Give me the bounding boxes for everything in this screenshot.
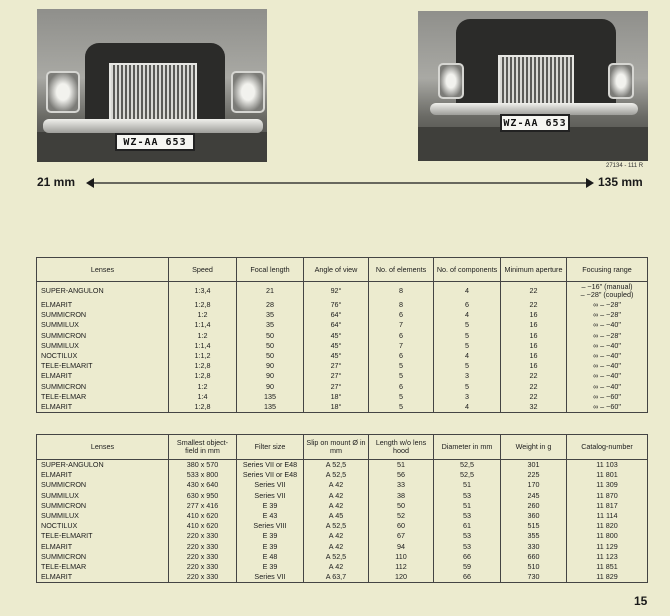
weight-cell: 225 (501, 470, 567, 480)
diameter-cell: 52,5 (434, 460, 501, 471)
lens-name-cell: ELMARIT (37, 300, 169, 310)
focal-length-cell: 50 (237, 351, 304, 361)
focusing-range-cell (567, 361, 648, 371)
slip-on-mount-cell: A 42 (304, 501, 369, 511)
focal-scale-min: 21 mm (37, 175, 76, 189)
elements-cell: 5 (369, 392, 434, 402)
aperture-cell: 22 (501, 282, 567, 301)
aperture-cell: 16 (501, 331, 567, 341)
speed-cell: 1:2,8 (169, 371, 237, 381)
aperture-cell: 32 (501, 402, 567, 413)
weight-cell: 660 (501, 552, 567, 562)
column-header: Angle of view (304, 258, 369, 282)
lens-name-cell: SUPER-ANGULON (37, 460, 169, 471)
length-cell: 52 (369, 511, 434, 521)
column-header: Focal length (237, 258, 304, 282)
weight-cell: 515 (501, 521, 567, 531)
diameter-cell: 66 (434, 552, 501, 562)
speed-cell: 1:2 (169, 382, 237, 392)
table-row (37, 341, 648, 351)
object-field-cell: 430 x 640 (169, 480, 237, 490)
table-row (37, 310, 648, 320)
focusing-range-cell (567, 402, 648, 413)
lens-optical-table (36, 257, 648, 413)
lens-name-cell: SUMMILUX (37, 491, 169, 501)
focusing-range-cell (567, 371, 648, 381)
slip-on-mount-cell: A 52,5 (304, 521, 369, 531)
photo-reference: 27134 - 111 R (606, 163, 644, 169)
focusing-range-line: ∞ – ~28" (593, 300, 621, 310)
elements-cell: 6 (369, 382, 434, 392)
focusing-range-line: ∞ – ~40" (593, 371, 621, 381)
object-field-cell: 533 x 800 (169, 470, 237, 480)
lens-name-cell: SUPER-ANGULON (37, 282, 169, 301)
focusing-range-cell (567, 382, 648, 392)
focusing-range-line: ∞ – ~60" (593, 401, 621, 411)
table-row (37, 402, 648, 413)
focusing-range-line: ∞ – ~40" (593, 361, 621, 371)
length-cell: 94 (369, 542, 434, 552)
table-header-row (37, 258, 648, 282)
table-row (37, 562, 648, 572)
lens-name-cell: TELE-ELMAR (37, 562, 169, 572)
aperture-cell: 16 (501, 351, 567, 361)
filter-size-cell: E 43 (237, 511, 304, 521)
slip-on-mount-cell: A 42 (304, 531, 369, 541)
components-cell: 3 (434, 392, 501, 402)
focal-length-cell: 35 (237, 320, 304, 330)
length-cell: 67 (369, 531, 434, 541)
lens-name-cell: SUMMILUX (37, 341, 169, 351)
object-field-cell: 410 x 620 (169, 511, 237, 521)
focusing-range-cell (567, 310, 648, 320)
speed-cell: 1:2,8 (169, 300, 237, 310)
catalog-number-cell: 11 103 (567, 460, 648, 471)
focusing-range-cell (567, 331, 648, 341)
catalog-number-cell: 11 817 (567, 501, 648, 511)
aperture-cell: 22 (501, 371, 567, 381)
object-field-cell: 220 x 330 (169, 542, 237, 552)
focal-length-cell: 135 (237, 392, 304, 402)
diameter-cell: 53 (434, 511, 501, 521)
components-cell: 4 (434, 402, 501, 413)
speed-cell: 1:2,8 (169, 361, 237, 371)
focal-length-cell: 35 (237, 310, 304, 320)
double-arrow-icon (86, 177, 594, 189)
column-header: Catalog-number (567, 435, 648, 460)
angle-of-view-cell: 64° (304, 320, 369, 330)
lens-physical-table (36, 434, 648, 583)
angle-of-view-cell: 27° (304, 361, 369, 371)
focal-length-cell: 135 (237, 402, 304, 413)
column-header: Filter size (237, 435, 304, 460)
focusing-range-line: ∞ – ~40" (593, 381, 621, 391)
speed-cell: 1:1,4 (169, 320, 237, 330)
focal-length-cell: 90 (237, 382, 304, 392)
aperture-cell: 22 (501, 392, 567, 402)
object-field-cell: 220 x 330 (169, 572, 237, 583)
elements-cell: 5 (369, 402, 434, 413)
angle-of-view-cell: 27° (304, 371, 369, 381)
focusing-range-cell (567, 300, 648, 310)
focal-length-cell: 50 (237, 331, 304, 341)
slip-on-mount-cell: A 42 (304, 480, 369, 490)
table-row (37, 371, 648, 381)
diameter-cell: 66 (434, 572, 501, 583)
object-field-cell: 220 x 330 (169, 562, 237, 572)
weight-cell: 260 (501, 501, 567, 511)
lens-name-cell: NOCTILUX (37, 521, 169, 531)
speed-cell: 1:2 (169, 310, 237, 320)
column-header: Speed (169, 258, 237, 282)
filter-size-cell: Series VIII (237, 521, 304, 531)
filter-size-cell: E 39 (237, 562, 304, 572)
lens-name-cell: ELMARIT (37, 542, 169, 552)
aperture-cell: 16 (501, 361, 567, 371)
slip-on-mount-cell: A 52,5 (304, 460, 369, 471)
catalog-number-cell: 11 801 (567, 470, 648, 480)
column-header: Lenses (37, 435, 169, 460)
catalog-number-cell: 11 820 (567, 521, 648, 531)
column-header: Smallest object-field in mm (169, 435, 237, 460)
focusing-range-line: ∞ – ~60" (593, 391, 621, 401)
slip-on-mount-cell: A 52,5 (304, 470, 369, 480)
photo-car-21mm (37, 9, 267, 162)
slip-on-mount-cell: A 42 (304, 491, 369, 501)
table-row (37, 361, 648, 371)
focusing-range-line: ∞ – ~40" (593, 340, 621, 350)
focusing-range-cell (567, 341, 648, 351)
table-row (37, 392, 648, 402)
elements-cell: 7 (369, 341, 434, 351)
weight-cell: 245 (501, 491, 567, 501)
angle-of-view-cell: 76° (304, 300, 369, 310)
column-header: Length w/o lens hood (369, 435, 434, 460)
table-row (37, 572, 648, 583)
length-cell: 38 (369, 491, 434, 501)
license-plate: WZ-AA 653 (115, 133, 195, 151)
elements-cell: 5 (369, 371, 434, 381)
components-cell: 3 (434, 371, 501, 381)
diameter-cell: 61 (434, 521, 501, 531)
filter-size-cell: Series VII (237, 491, 304, 501)
lens-name-cell: ELMARIT (37, 371, 169, 381)
elements-cell: 6 (369, 331, 434, 341)
diameter-cell: 59 (434, 562, 501, 572)
diameter-cell: 51 (434, 501, 501, 511)
weight-cell: 510 (501, 562, 567, 572)
slip-on-mount-cell: A 42 (304, 542, 369, 552)
table-row (37, 552, 648, 562)
elements-cell: 8 (369, 300, 434, 310)
elements-cell: 7 (369, 320, 434, 330)
elements-cell: 5 (369, 361, 434, 371)
components-cell: 5 (434, 361, 501, 371)
table-row (37, 521, 648, 531)
components-cell: 4 (434, 282, 501, 301)
length-cell: 120 (369, 572, 434, 583)
length-cell: 60 (369, 521, 434, 531)
filter-size-cell: Series VII (237, 572, 304, 583)
catalog-number-cell: 11 114 (567, 511, 648, 521)
focal-scale-max: 135 mm (598, 175, 643, 189)
length-cell: 56 (369, 470, 434, 480)
angle-of-view-cell: 18° (304, 392, 369, 402)
components-cell: 4 (434, 351, 501, 361)
table-row (37, 542, 648, 552)
length-cell: 110 (369, 552, 434, 562)
table-row (37, 470, 648, 480)
column-header: No. of components (434, 258, 501, 282)
angle-of-view-cell: 45° (304, 341, 369, 351)
object-field-cell: 410 x 620 (169, 521, 237, 531)
filter-size-cell: E 39 (237, 501, 304, 511)
filter-size-cell: E 39 (237, 531, 304, 541)
diameter-cell: 53 (434, 542, 501, 552)
angle-of-view-cell: 45° (304, 331, 369, 341)
lens-name-cell: SUMMILUX (37, 320, 169, 330)
column-header: Focusing range (567, 258, 648, 282)
catalog-number-cell: 11 129 (567, 542, 648, 552)
components-cell: 5 (434, 341, 501, 351)
speed-cell: 1:4 (169, 392, 237, 402)
weight-cell: 170 (501, 480, 567, 490)
filter-size-cell: Series VII or E48 (237, 470, 304, 480)
length-cell: 112 (369, 562, 434, 572)
filter-size-cell: Series VII or E48 (237, 460, 304, 471)
focusing-range-cell (567, 392, 648, 402)
column-header: Slip on mount Ø in mm (304, 435, 369, 460)
column-header: Lenses (37, 258, 169, 282)
lens-name-cell: TELE-ELMARIT (37, 531, 169, 541)
elements-cell: 6 (369, 310, 434, 320)
catalog-number-cell: 11 870 (567, 491, 648, 501)
catalog-number-cell: 11 123 (567, 552, 648, 562)
aperture-cell: 16 (501, 310, 567, 320)
table-row (37, 300, 648, 310)
focusing-range-cell (567, 282, 648, 301)
table-row (37, 491, 648, 501)
speed-cell: 1:2 (169, 331, 237, 341)
lens-name-cell: ELMARIT (37, 572, 169, 583)
catalog-number-cell: 11 800 (567, 531, 648, 541)
slip-on-mount-cell: A 63,7 (304, 572, 369, 583)
catalog-number-cell: 11 309 (567, 480, 648, 490)
table-row (37, 511, 648, 521)
table-row (37, 501, 648, 511)
lens-name-cell: SUMMICRON (37, 310, 169, 320)
angle-of-view-cell: 18° (304, 402, 369, 413)
angle-of-view-cell: 45° (304, 351, 369, 361)
column-header: Minimum aperture (501, 258, 567, 282)
diameter-cell: 53 (434, 531, 501, 541)
lens-name-cell: SUMMICRON (37, 382, 169, 392)
components-cell: 6 (434, 300, 501, 310)
length-cell: 51 (369, 460, 434, 471)
object-field-cell: 380 x 570 (169, 460, 237, 471)
weight-cell: 360 (501, 511, 567, 521)
catalog-number-cell: 11 829 (567, 572, 648, 583)
lens-name-cell: SUMMILUX (37, 511, 169, 521)
filter-size-cell: E 39 (237, 542, 304, 552)
object-field-cell: 220 x 330 (169, 531, 237, 541)
filter-size-cell: Series VII (237, 480, 304, 490)
lens-name-cell: TELE-ELMARIT (37, 361, 169, 371)
focusing-range-line: – ~16" (manual) (581, 282, 633, 291)
aperture-cell: 16 (501, 341, 567, 351)
slip-on-mount-cell: A 42 (304, 562, 369, 572)
speed-cell: 1:2,8 (169, 402, 237, 413)
angle-of-view-cell: 64° (304, 310, 369, 320)
table-header-row (37, 435, 648, 460)
diameter-cell: 53 (434, 491, 501, 501)
focusing-range-line: ∞ – ~40" (593, 351, 621, 361)
speed-cell: 1:1,2 (169, 351, 237, 361)
lens-name-cell: TELE-ELMAR (37, 392, 169, 402)
speed-cell: 1:1,4 (169, 341, 237, 351)
table-row (37, 282, 648, 301)
focal-length-cell: 50 (237, 341, 304, 351)
angle-of-view-cell: 92° (304, 282, 369, 301)
length-cell: 33 (369, 480, 434, 490)
angle-of-view-cell: 27° (304, 382, 369, 392)
table-row (37, 331, 648, 341)
photo-car-135mm (418, 11, 648, 161)
focal-length-cell: 90 (237, 371, 304, 381)
table-row (37, 320, 648, 330)
components-cell: 5 (434, 382, 501, 392)
weight-cell: 730 (501, 572, 567, 583)
focusing-range-line: ∞ – ~28" (593, 330, 621, 340)
column-header: Diameter in mm (434, 435, 501, 460)
table-row (37, 382, 648, 392)
components-cell: 5 (434, 320, 501, 330)
object-field-cell: 277 x 416 (169, 501, 237, 511)
focal-length-cell: 90 (237, 361, 304, 371)
diameter-cell: 51 (434, 480, 501, 490)
elements-cell: 6 (369, 351, 434, 361)
diameter-cell: 52,5 (434, 470, 501, 480)
lens-name-cell: SUMMICRON (37, 480, 169, 490)
lens-name-cell: NOCTILUX (37, 351, 169, 361)
focusing-range-line: ∞ – ~40" (593, 320, 621, 330)
focal-length-cell: 28 (237, 300, 304, 310)
object-field-cell: 630 x 950 (169, 491, 237, 501)
focusing-range-cell (567, 320, 648, 330)
weight-cell: 330 (501, 542, 567, 552)
lens-name-cell: ELMARIT (37, 470, 169, 480)
filter-size-cell: E 48 (237, 552, 304, 562)
speed-cell: 1:3,4 (169, 282, 237, 301)
weight-cell: 301 (501, 460, 567, 471)
table-row (37, 531, 648, 541)
lens-name-cell: SUMMICRON (37, 501, 169, 511)
license-plate: WZ-AA 653 (500, 114, 570, 132)
focusing-range-line: – ~28" (coupled) (580, 290, 634, 299)
aperture-cell: 16 (501, 320, 567, 330)
elements-cell: 8 (369, 282, 434, 301)
components-cell: 4 (434, 310, 501, 320)
aperture-cell: 22 (501, 382, 567, 392)
lens-name-cell: SUMMICRON (37, 331, 169, 341)
lens-name-cell: SUMMICRON (37, 552, 169, 562)
length-cell: 50 (369, 501, 434, 511)
lens-name-cell: ELMARIT (37, 402, 169, 413)
column-header: Weight in g (501, 435, 567, 460)
slip-on-mount-cell: A 52,5 (304, 552, 369, 562)
catalog-number-cell: 11 851 (567, 562, 648, 572)
slip-on-mount-cell: A 45 (304, 511, 369, 521)
components-cell: 5 (434, 331, 501, 341)
focusing-range-line: ∞ – ~28" (593, 310, 621, 320)
table-row (37, 480, 648, 490)
focusing-range-cell (567, 351, 648, 361)
page-number: 15 (634, 594, 648, 608)
table-row (37, 460, 648, 471)
weight-cell: 355 (501, 531, 567, 541)
column-header: No. of elements (369, 258, 434, 282)
table-row (37, 351, 648, 361)
focal-length-cell: 21 (237, 282, 304, 301)
object-field-cell: 220 x 330 (169, 552, 237, 562)
aperture-cell: 22 (501, 300, 567, 310)
